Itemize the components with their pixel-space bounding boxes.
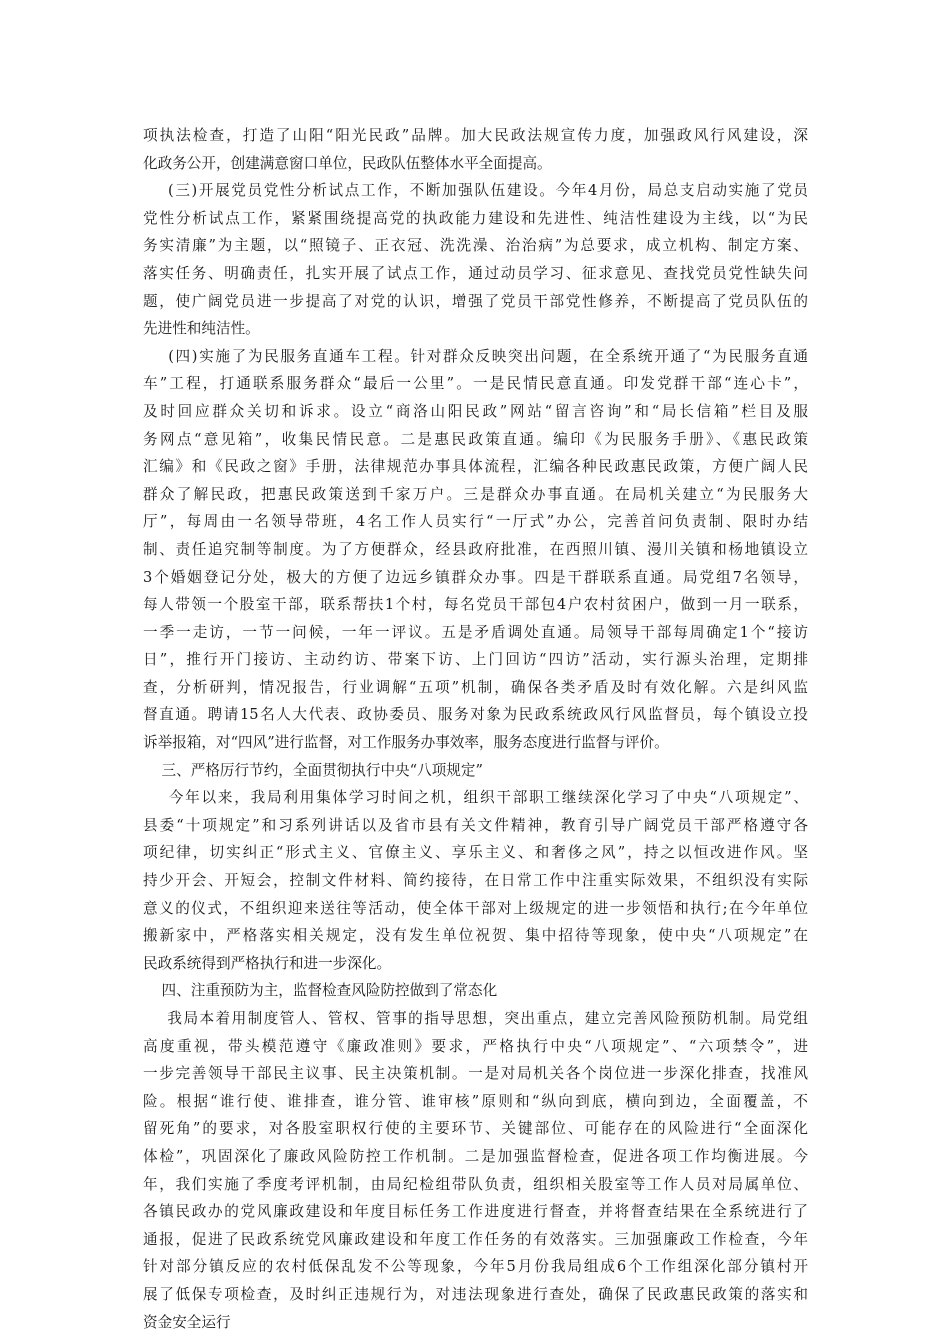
- text-line: 县委“十项规定”和习系列讲话以及省市县有关文件精神，教育引导广阔党员干部严格遵守各: [143, 816, 808, 834]
- text-line: 留死角”的要求，对各股室职权行使的主要环节、关键部位、可能存在的风险进行“全面深化: [143, 1120, 808, 1138]
- text-line: 三、严格厉行节约，全面贯彻执行中央“八项规定”: [143, 761, 483, 779]
- text-line: 搬新家中，严格落实相关规定，没有发生单位祝贺、集中招待等现象，使中央“八项规定”在: [143, 927, 808, 945]
- text-line: 高度重视，带头模范遵守《廉政准则》要求，严格执行中央“八项规定”、“六项禁令”，进: [143, 1037, 808, 1055]
- text-line: 厅”，每周由一名领导带班，4名工作人员实行“一厅式”办公，完善首问负责制、限时办结: [143, 513, 808, 531]
- text-line: 每人带领一个股室干部，联系帮扶1个村，每名党员干部包4户农村贫困户，做到一月一联系，: [143, 596, 808, 614]
- text-line: 诉举报箱，对“四风”进行监督，对工作服务办事效率，服务态度进行监督与评价。: [143, 734, 669, 752]
- text-line: 化政务公开，创建满意窗口单位，民政队伍整体水平全面提高。: [143, 154, 552, 172]
- text-line: 展了低保专项检查，及时纠正违规行为，对违法现象进行查处，确保了民政惠民政策的落实和: [143, 1285, 808, 1303]
- text-line: 持少开会、开短会，控制文件材料、简约接待，在日常工作中注重实际效果，不组织没有实际: [143, 872, 808, 890]
- text-line: (三)开展党员党性分析试点工作，不断加强队伍建设。今年4月份，局总支启动实施了党员: [143, 182, 808, 200]
- text-line: 今年以来，我局利用集体学习时间之机，组织干部职工继续深化学习了中央“八项规定”、: [143, 789, 808, 807]
- text-line: 体检”，巩固深化了廉政风险防控工作机制。二是加强监督检查，促进各项工作均衡进展。今: [143, 1147, 808, 1165]
- text-line: 先进性和纯洁性。: [143, 320, 260, 338]
- text-line: 车”工程，打通联系服务群众“最后一公里”。一是民情民意直通。印发党群干部“连心卡”，: [143, 375, 808, 393]
- text-line: 题，使广阔党员进一步提高了对党的认识，增强了党员干部党性修养，不断提高了党员队伍的: [143, 292, 808, 310]
- document-page: [143, 122, 808, 1336]
- text-line: 落实任务、明确责任，扎实开展了试点工作，通过动员学习、征求意见、查找党员党性缺失问: [143, 264, 808, 282]
- text-line: 一步完善领导干部民主议事、民主决策机制。一是对局机关各个岗位进一步深化排查，找准风: [143, 1065, 808, 1083]
- text-line: 3个婚姻登记分处，极大的方便了边远乡镇群众办事。四是干群联系直通。局党组7名领导，: [143, 568, 808, 586]
- text-line: 群众了解民政，把惠民政策送到千家万户。三是群众办事直通。在局机关建立“为民服务大: [143, 485, 808, 503]
- text-line: (四)实施了为民服务直通车工程。针对群众反映突出问题，在全系统开通了“为民服务直通: [143, 347, 808, 365]
- text-line: 制、责任追究制等制度。为了方便群众，经县政府批准，在西照川镇、漫川关镇和杨地镇设立: [143, 540, 808, 558]
- text-line: 险。根据“谁行使、谁排查，谁分管、谁审核”原则和“纵向到底，横向到边，全面覆盖，不: [143, 1092, 808, 1110]
- text-line: 务网点“意见箱”，收集民情民意。二是惠民政策直通。编印《为民服务手册》、《惠民政策: [143, 430, 808, 448]
- text-line: 督直通。聘请15名人大代表、政协委员、服务对象为民政系统政风行风监督员，每个镇设立投: [143, 706, 808, 724]
- text-line: 一季一走访，一节一问候，一年一评议。五是矛盾调处直通。局领导干部每周确定1个“接访: [143, 623, 808, 641]
- text-line: 及时回应群众关切和诉求。设立“商洛山阳民政”网站“留言咨询”和“局长信箱”栏目及服: [143, 402, 808, 420]
- text-line: 针对部分镇反应的农村低保乱发不公等现象，今年5月份我局组成6个工作组深化部分镇村开: [143, 1258, 808, 1276]
- text-line: 通报，促进了民政系统党风廉政建设和年度工作任务的有效落实。三加强廉政工作检查，今年: [143, 1230, 808, 1248]
- text-line: 党性分析试点工作，紧紧围绕提高党的执政能力建设和先进性、纯洁性建设为主线，以“为民: [143, 209, 808, 227]
- text-line: 务实清廉”为主题，以“照镜子、正衣冠、洗洗澡、治治病”为总要求，成立机构、制定方案、: [143, 237, 808, 255]
- text-line: 查，分析研判，情况报告，行业调解“五项”机制，确保各类矛盾及时有效化解。六是纠风监: [143, 678, 808, 696]
- text-line: 汇编》和《民政之窗》手册，法律规范办事具体流程，汇编各种民政惠民政策，方便广阔人民: [143, 458, 808, 476]
- text-line: 四、注重预防为主，监督检查风险防控做到了常态化: [143, 982, 498, 1000]
- text-line: 资金安全运行: [143, 1313, 231, 1331]
- text-line: 民政系统得到严格执行和进一步深化。: [143, 954, 392, 972]
- text-line: 我局本着用制度管人、管权、管事的指导思想，突出重点，建立完善风险预防机制。局党组: [143, 1010, 808, 1027]
- text-line: 意义的仪式，不组织迎来送往等活动，使全体干部对上级规定的进一步领悟和执行;在今年单位: [143, 899, 808, 917]
- text-line: 年，我们实施了季度考评机制，由局纪检组带队负责，组织相关股室等工作人员对局属单位、: [143, 1175, 808, 1193]
- text-line: 日”，推行开门接访、主动约访、带案下访、上门回访“四访”活动，实行源头治理，定期排: [143, 651, 808, 669]
- text-line: 项执法检查，打造了山阳“阳光民政”品牌。加大民政法规宣传力度，加强政风行风建设，深: [143, 127, 808, 144]
- text-line: 项纪律，切实纠正“形式主义、官僚主义、享乐主义、和奢侈之风”，持之以恒改进作风。坚: [143, 844, 808, 862]
- text-line: 各镇民政办的党风廉政建设和年度目标任务工作进度进行督查，并将督查结果在全系统进行了: [143, 1203, 808, 1221]
